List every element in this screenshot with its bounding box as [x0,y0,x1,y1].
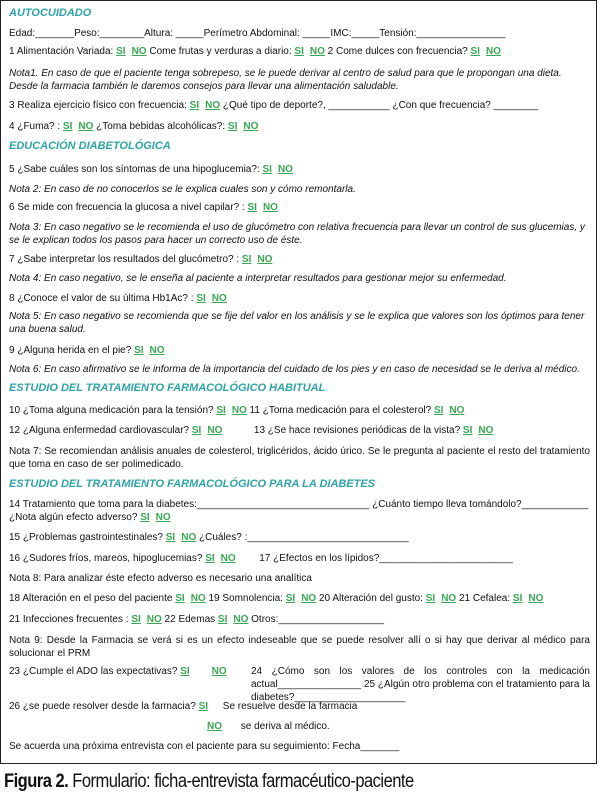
question-15: 15 ¿Problemas gastrointestinales? SI NO ¿Cuáles? :_____________________________ [9,532,409,543]
question-23: 23 ¿Cumple el ADO las expectativas? SI NO [9,666,227,677]
note-7: Nota 7: Se recomiendan análisis anuales de colesterol, triglicéridos, ácido úrico. Se le pregunta al paciente el resto del tratamiento que toma en caso de ser polimedicado. [9,446,590,470]
no-option[interactable]: NO [485,46,501,57]
si-option[interactable]: SI [247,202,257,213]
si-option[interactable]: SI [134,345,144,356]
no-option[interactable]: NO [257,254,273,265]
section-tratamiento-diabetes: ESTUDIO DEL TRATAMIENTO FARMACOLÓGICO PARA LA DIABETES [9,478,376,490]
no-option[interactable]: NO [233,614,249,625]
no-option[interactable]: NO [231,405,247,416]
note-6: Nota 6: En caso afirmativo se le informa de la importancia del cuidado de los pies y en caso de necesidad se le deriva al médico. [9,364,580,375]
si-option[interactable]: SI [189,100,200,111]
figure-caption-text: Formulario: ficha-entrevista farmacéutico-paciente [68,771,414,792]
no-option[interactable]: NO [277,164,293,175]
question-12-13: 12 ¿Alguna enfermedad cardiovascular? SI NO 13 ¿Se hace revisiones periódicas de la vista? SI NO [9,425,494,436]
question-8: 8 ¿Conoce el valor de su última Hb1Ac? : SI NO [9,293,227,304]
si-option[interactable]: SI [196,293,206,304]
no-option[interactable]: NO [78,121,94,132]
question-1: 1 Alimentación Variada: SI NO Come frutas y verduras a diario: SI NO 2 Come dulces con frecuencia? SI NO [9,46,501,57]
note-5: Nota 5: En caso negativo se recomienda que se fije del valor en los análisis y se le explica que valores son los óptimos para tener una buena salud. [9,311,585,335]
no-option[interactable]: NO [149,345,165,356]
si-option[interactable]: SI [217,614,228,625]
no-option[interactable]: NO [478,425,494,436]
question-18-20: 18 Alteración en el peso del paciente SI NO 19 Somnolencia: SI NO 20 Alteración del gusto: SI NO 21 Cefalea: SI NO [9,593,544,604]
note-2: Nota 2: En caso de no conocerlos se le explica cuales son y cómo remontarla. [9,184,356,195]
si-option[interactable]: SI [131,614,141,625]
closing-line: Se acuerda una próxima entrevista con el paciente para su seguimiento: Fecha_______ [9,741,400,752]
question-14b: ¿Nota algún efecto adverso? SI NO [9,512,171,523]
si-option[interactable]: SI [165,532,176,543]
no-option[interactable]: NO [181,532,197,543]
no-option[interactable]: NO [131,46,147,57]
no-option[interactable]: NO [211,293,227,304]
question-9: 9 ¿Alguna herida en el pie? SI NO [9,345,165,356]
section-autocuidado: AUTOCUIDADO [9,7,92,19]
si-option[interactable]: SI [512,593,523,604]
no-option[interactable]: NO [449,405,465,416]
no-option[interactable]: NO [220,553,236,564]
si-option[interactable]: SI [175,593,185,604]
note-1: Nota1. En caso de que el paciente tenga sobrepeso, se le puede derivar al centro de salud para que le propongan una dieta. Desde la farmacia también le daremos consejos para llevar una alimentación saludable. [9,68,562,92]
si-option[interactable]: SI [470,46,480,57]
no-option[interactable]: NO [441,593,457,604]
question-5: 5 ¿Sabe cuáles son los síntomas de una hipoglucemia?: SI NO [9,164,293,175]
question-6: 6 Se mide con frecuencia la glucosa a nivel capilar? : SI NO [9,202,278,213]
no-option[interactable]: NO [155,512,171,523]
no-option[interactable]: NO [309,46,325,57]
si-option[interactable]: SI [227,121,238,132]
section-tratamiento-habitual: ESTUDIO DEL TRATAMIENTO FARMACOLÓGICO HABITUAL [9,382,326,394]
si-option[interactable]: SI [241,254,252,265]
si-option[interactable]: SI [425,593,436,604]
si-option[interactable]: SI [140,512,150,523]
si-option[interactable]: SI [62,121,73,132]
figure-caption [4,770,414,794]
no-option[interactable]: NO [211,666,227,677]
question-4: 4 ¿Fuma? : SI NO ¿Toma bebidas alcohólicas?: SI NO [9,121,259,132]
no-option[interactable]: NO [190,593,206,604]
no-option[interactable]: NO [528,593,544,604]
si-option[interactable]: SI [285,593,296,604]
question-26: 26 ¿se puede resolver desde la farmacia? SI Se resuelve desde la farmacia [9,701,358,712]
si-option[interactable]: SI [462,425,473,436]
no-option[interactable]: NO [205,100,221,111]
si-option[interactable]: SI [433,405,444,416]
question-24-25: 24 ¿Cómo son los valores de los controles con la medicación actual_______________ 25 ¿Algún otro problema con el tratamiento para la diabetes?____________________ [251,666,590,703]
question-26-no: NO se deriva al médico. [207,721,330,732]
no-option[interactable]: NO [262,202,278,213]
question-14: 14 Tratamiento que toma para la diabetes:_______________________________ ¿Cuánto tiempo lleva tomándolo?____________ [9,499,589,510]
si-option[interactable]: SI [262,164,272,175]
patient-data-line: Edad:_______Peso:________Altura: _____Perímetro Abdominal: _____IMC:_____Tensión:________________ [9,28,506,39]
no-option[interactable]: NO [301,593,317,604]
note-8: Nota 8: Para analizar éste efecto adverso es necesario una analítica [9,573,312,584]
question-10-11: 10 ¿Toma alguna medicación para la tensión? SI NO 11 ¿Toma medicación para el colesterol? SI NO [9,405,465,416]
no-option[interactable]: NO [207,721,222,732]
question-21-22: 21 Infecciones frecuentes : SI NO 22 Edemas SI NO Otros:___________________ [9,614,385,625]
question-16-17: 16 ¿Sudores fríos, mareos, hipoglucemias? SI NO 17 ¿Efectos en los lípidos?________________________ [9,553,513,564]
no-option[interactable]: NO [243,121,259,132]
si-option[interactable]: SI [216,405,226,416]
si-option[interactable]: SI [198,701,209,712]
si-option[interactable]: SI [180,666,190,677]
si-option[interactable]: SI [116,46,126,57]
note-9: Nota 9: Desde la Farmacia se verá si es un efecto indeseable que se puede resolver allí o si hay que derivar al médico para solucionar el PRM [9,635,590,659]
si-option[interactable]: SI [191,425,202,436]
figure-label: Figura 2. [4,771,69,792]
note-3: Nota 3: En caso negativo se le recomienda el uso de glucómetro con relativa frecuencia para llevar un control de sus glucemias, y se le explican todos los pasos para hacer un correcto uso de éste. [9,222,585,246]
si-option[interactable]: SI [294,46,304,57]
note-4: Nota 4: En caso negativo, se le enseña al paciente a interpretar resultados para gestionar mejor su enfermedad. [9,273,507,284]
no-option[interactable]: NO [207,425,223,436]
si-option[interactable]: SI [205,553,215,564]
no-option[interactable]: NO [146,614,162,625]
question-7: 7 ¿Sabe interpretar los resultados del glucómetro? : SI NO [9,254,273,265]
section-educacion: EDUCACIÓN DIABETOLÓGICA [9,140,171,152]
question-3: 3 Realiza ejercicio físico con frecuencia: SI NO ¿Qué tipo de deporte?, ___________ ¿Con que frecuencia? ________ [9,100,539,111]
